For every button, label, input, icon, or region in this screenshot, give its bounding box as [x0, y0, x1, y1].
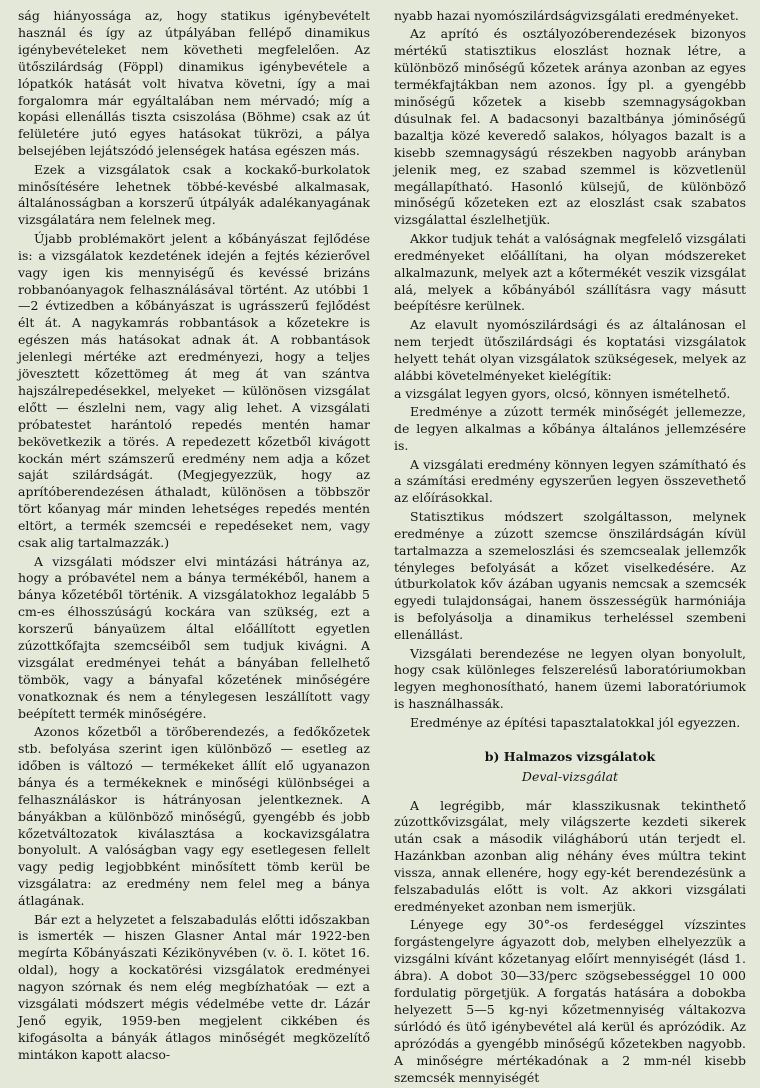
paragraph: A vizsgálati eredmény könnyen legyen számítható és a számítási eredmény egyszerűen legyen összevethető az előírásokkal.	[394, 456, 746, 506]
paragraph: Ezek a vizsgálatok csak a kockakő-burkolatok minősítésére lehetnek többé-kevésbé alkalmasak, általánosságban a korszerű útpályák adalékanyagának vizsgálatára nem felelnek meg.	[18, 161, 370, 228]
paragraph: Vizsgálati berendezése ne legyen olyan bonyolult, hogy csak különleges felszerelésű laboratóriumokban legyen meghonosítható, hanem üzemi laboratóriumok is használhassák.	[394, 645, 746, 712]
paragraph: A legrégibb, már klasszikusnak tekinthető zúzottkővizsgálat, mely világszerte kezdeti sikerek után csak a második világháború után terjedt el. Hazánkban azonban alig néhány éves múltra tekint vissza, annak ellenére, hogy egy-két berendezésünk a felszabadulás előtt is volt. Az akkori vizsgálati eredményeket azonban nem ismerjük.	[394, 797, 746, 914]
paragraph: a vizsgálat legyen gyors, olcsó, könnyen ismételhető.	[394, 385, 731, 401]
left-text-column	[18, 8, 370, 1065]
paragraph: Lényege egy 30°-os ferdeséggel vízszintes forgástengelyre ágyazott dob, melyben elhelyezzük a vizsgálni kívánt kőzetanyag előírt mennyiségét (lásd 1. ábra). A dobot 30—33/perc szögsebességgel 10 000 fordulatig pörgetjük. A forgatás hatására a dobokba helyezett 5—5 kg-nyi kőzetmennyiség váltakozva súrlódó és ütő igénybevétel alá kerül és aprózódik. Az aprózódás a gyengébb minőségű kőzetekben nagyobb. A minőségre mértékadónak a 2 mm-nél kisebb szemcsék mennyiségét	[394, 917, 746, 1085]
paragraph: Az aprító és osztályozóberendezések bizonyos mértékű statisztikus eloszlást hoznak létre, a különböző minőségű kőzetek aránya azonban az egyes termékfajtákban nem azonos. Így pl. a gyengébb minőségű kőzetek a kisebb szemnagyságokban dúsulnak fel. A badacsonyi bazaltbánya jóminőségű bazaltja közé keveredő salakos, hólyagos bazalt is a kisebb szemnagyságú részekben nagyobb arányban jelenik meg, ez szabad szemmel is közvetlenül megállapítható. Hasonló külsejű, de különböző minőségű kőzeteken ezt az eloszlást csak szabatos vizsgálattal észlelhetjük.	[394, 26, 746, 228]
paragraph: Eredménye a zúzott termék minőségét jellemezze, de legyen alkalmas a kőbánya általános jellemzésére is.	[394, 404, 746, 454]
paragraph: Statisztikus módszert szolgáltasson, melynek eredménye a zúzott szemcse önszilárdságán kívül tartalmazza a szemeloszlási és szemcsealak jellemzők tényleges befolyását a kőzet viselkedésére. Az útburkolatok kőv ázában ugyanis nemcsak a szemcsék egyedi tulajdonságai, hanem összességük harmóniája is befolyásolja a dinamikus terheléssel szembeni ellenállást.	[394, 508, 746, 643]
paragraph: Az elavult nyomószilárdsági és az általánosan el nem terjedt ütőszilárdsági és koptatási vizsgálatok helyett tehát olyan vizsgálatok szükségesek, melyek az alábbi követelményeket kielégítik:	[394, 316, 746, 383]
paragraph: nyabb hazai nyomószilárdságvizsgálati eredményeket.	[394, 8, 739, 23]
paragraph: Eredménye az építési tapasztalatokkal jól egyezzen.	[410, 714, 741, 730]
section-heading: b) Halmazos vizsgálatok	[484, 748, 656, 764]
right-text-column	[394, 8, 746, 1088]
section-subheading: Deval-vizsgálat	[521, 768, 619, 784]
paragraph: Bár ezt a helyzetet a felszabadulás előtti időszakban is ismerték — hiszen Glasner Antal már 1922-ben megírta Kőbányászati Kézikönyvében (v. ö. I. kötet 16. oldal), hogy a kockatörési vizsgálatok eredményei nagyon szórnak és nem elég megbízhatóak — ezt a vizsgálati módszert mégis védelmébe vette dr. Lázár Jenő egyik, 1959-ben megjelent cikkében és kifogásolta a bányák átlagos minőségét megközelítő mintákon kapott alacso-	[18, 911, 370, 1062]
paragraph: A vizsgálati módszer elvi mintázási hátránya az, hogy a próbavétel nem a bánya termékéből, hanem a bánya kőzetéből történik. A vizsgálatokhoz legalább 5 cm-es élhosszúságú kockára van szükség, ezt a korszerű bányaüzem által előállított egyetlen zúzottkőfajta szemcséiből sem tudjuk kivágni. A vizsgálat eredményei tehát a bányában fellelhető tömbök, vagy a bányafal kőzetének minőségére vonatkoznak és nem a ténylegesen leszállított vagy beépített termék minőségére.	[18, 553, 370, 721]
paragraph: Újabb problémakört jelent a kőbányászat fejlődése is: a vizsgálatok kezdetének idején a fejtés kézierővel vagy igen kis mennyiségű és kevéssé brizáns robbanóanyagok felhasználásával történt. Az utóbbi 1—2 évtizedben a kőbányászat is ugrásszerű fejlődést élt át. A nagykamrás robbantások a kőzetekre is egészen más hatásokat adnak át. A robbantások jelenlegi mértéke azt eredményezi, hogy a teljes jövesztett kőzettömeg át meg át van szántva hajszálrepedésekkel, melyeket — különösen vizsgálat előtt — észlelni nem, vagy alig lehet. A vizsgálati próbatestet harántoló repedés mentén hamar bekövetkezik a törés. A repedezett kőzetből kivágott kockán mért számszerű eredmény nem adja a kőzet saját szilárdságát. (Megjegyezzük, hogy az aprítóberendezésen áthaladt, különösen a többször tört kőanyag már minden lehetséges repedés mentén eltört, a termék szemcséi e repedéseket nem, vagy csak alig tartalmazzák.)	[18, 230, 370, 551]
paragraph: Azonos kőzetből a törőberendezés, a fedőkőzetek stb. befolyása szerint igen különböző — esetleg az időben is változó — termékeket állít elő ugyanazon bánya és a termékeknek e minőségi különbségei a felhasználáskor is hátrányosan jelentkeznek. A bányákban a különböző minőségű, gyengébb és jobb kőzetváltozatok kiválasztása a kockavizsgálatra bonyolult. A valóságban vagy egy esetlegesen fellelt vagy pedig legjobbként minősített tömb kerül be vizsgálatra: az eredmény nem felel meg a bánya átlagának.	[18, 724, 370, 909]
paragraph: Akkor tudjuk tehát a valóságnak megfelelő vizsgálati eredményeket előállítani, ha olyan módszereket alkalmazunk, melyek azt a kőtermékét veszik vizsgálat alá, melyek a kőbányából szállításra vagy másutt beépítésre kerülnek.	[394, 230, 746, 314]
paragraph: ság hiányossága az, hogy statikus igénybevételt használ és így az útpályában fellépő dinamikus igénybevételeket nem követheti megfelelően. Az ütőszilárdság (Föppl) dinamikus igénybevétele a lópatkók hatását volt hivatva követni, így a mai forgalomra már egyáltalában nem mérvadó; míg a kopási ellenállás tiszta csiszolása (Böhme) csak az út felületére jutó egyes hatásokat tükrözi, a pálya belsejében lejátszódó jelenségek hatása egészen más.	[18, 8, 370, 159]
right-column-paragraphs-bottom	[394, 798, 746, 1087]
right-column-paragraphs-top	[394, 8, 746, 732]
